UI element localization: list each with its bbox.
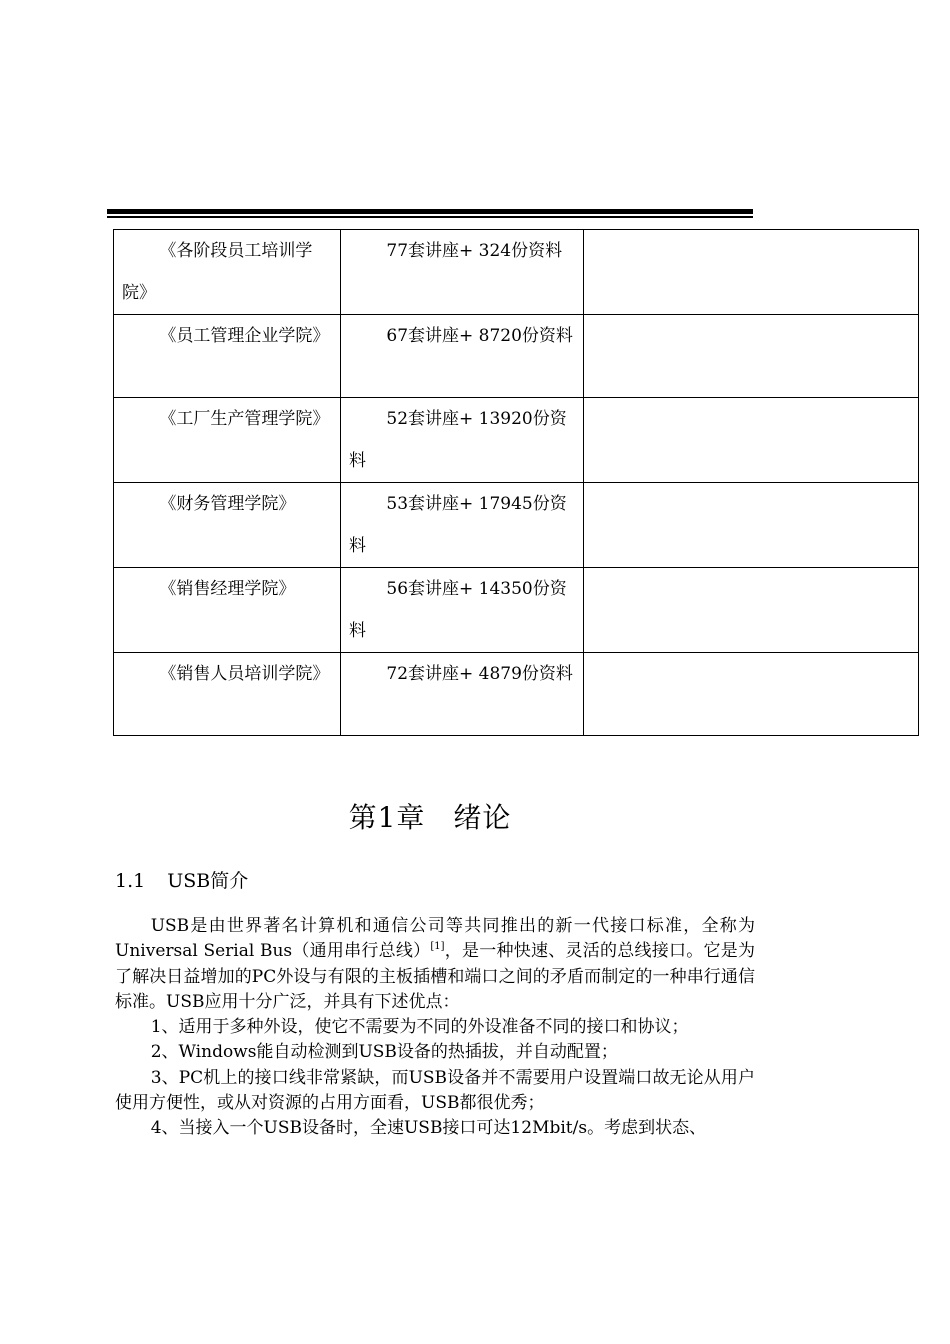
chapter-number: 第1章 (348, 801, 426, 834)
body-text (115, 914, 755, 1142)
list-item: 4、当接入一个USB设备时，全速USB接口可达12Mbit/s。考虑到状态、 (150, 1118, 707, 1139)
table-row (114, 230, 919, 315)
course-note-cell (584, 653, 919, 736)
course-info-cell: 67套讲座+ 8720份资料 (341, 315, 584, 398)
course-note-cell (584, 230, 919, 315)
citation-ref: [1] (430, 941, 445, 953)
chapter-title: 绪论 (453, 801, 512, 834)
list-item: 2、Windows能自动检测到USB设备的热插拔，并自动配置； (150, 1042, 618, 1063)
header-rule-thick (107, 209, 753, 214)
list-item: 1、适用于多种外设，使它不需要为不同的外设准备不同的接口和协议； (150, 1017, 689, 1038)
list-item: 3、PC机上的接口线非常紧缺，而USB设备并不需要用户设置端口故无论从用户使用方便性，或从对资源的占用方面看，USB都很优秀； (115, 1067, 755, 1114)
course-note-cell (584, 398, 919, 483)
course-name-cell: 《各阶段员工培训学院》 (114, 230, 341, 315)
course-note-cell (584, 315, 919, 398)
course-info-cell: 53套讲座+ 17945份资料 (341, 483, 584, 568)
table-row (114, 568, 919, 653)
header-rule-thin (107, 216, 753, 218)
course-info-cell: 56套讲座+ 14350份资料 (341, 568, 584, 653)
course-info-cell: 72套讲座+ 4879份资料 (341, 653, 584, 736)
course-name-cell: 《财务管理学院》 (114, 483, 341, 568)
section-heading (115, 866, 248, 893)
course-note-cell (584, 568, 919, 653)
section-number: 1.1 (115, 870, 146, 892)
table-row (114, 653, 919, 736)
course-note-cell (584, 483, 919, 568)
section-title: USB简介 (167, 870, 249, 892)
table-row (114, 483, 919, 568)
course-info-cell: 52套讲座+ 13920份资料 (341, 398, 584, 483)
intro-paragraph: USB是由世界著名计算机和通信公司等共同推出的新一代接口标准，全称为Universal Serial Bus（通用串行总线）[1]，是一种快速、灵活的总线接口。它是为了解决日益增加的PC外设与有限的主板插槽和端口之间的矛盾而制定的一种串行通信标准。USB应用十分广泛，并具有下述优点： (115, 916, 756, 1012)
course-name-cell: 《工厂生产管理学院》 (114, 398, 341, 483)
table-row (114, 315, 919, 398)
course-name-cell: 《员工管理企业学院》 (114, 315, 341, 398)
course-name-cell: 《销售经理学院》 (114, 568, 341, 653)
table-row (114, 398, 919, 483)
course-name-cell: 《销售人员培训学院》 (114, 653, 341, 736)
chapter-heading (0, 796, 860, 836)
course-catalog-table (113, 229, 919, 736)
course-info-cell: 77套讲座+ 324份资料 (341, 230, 584, 315)
